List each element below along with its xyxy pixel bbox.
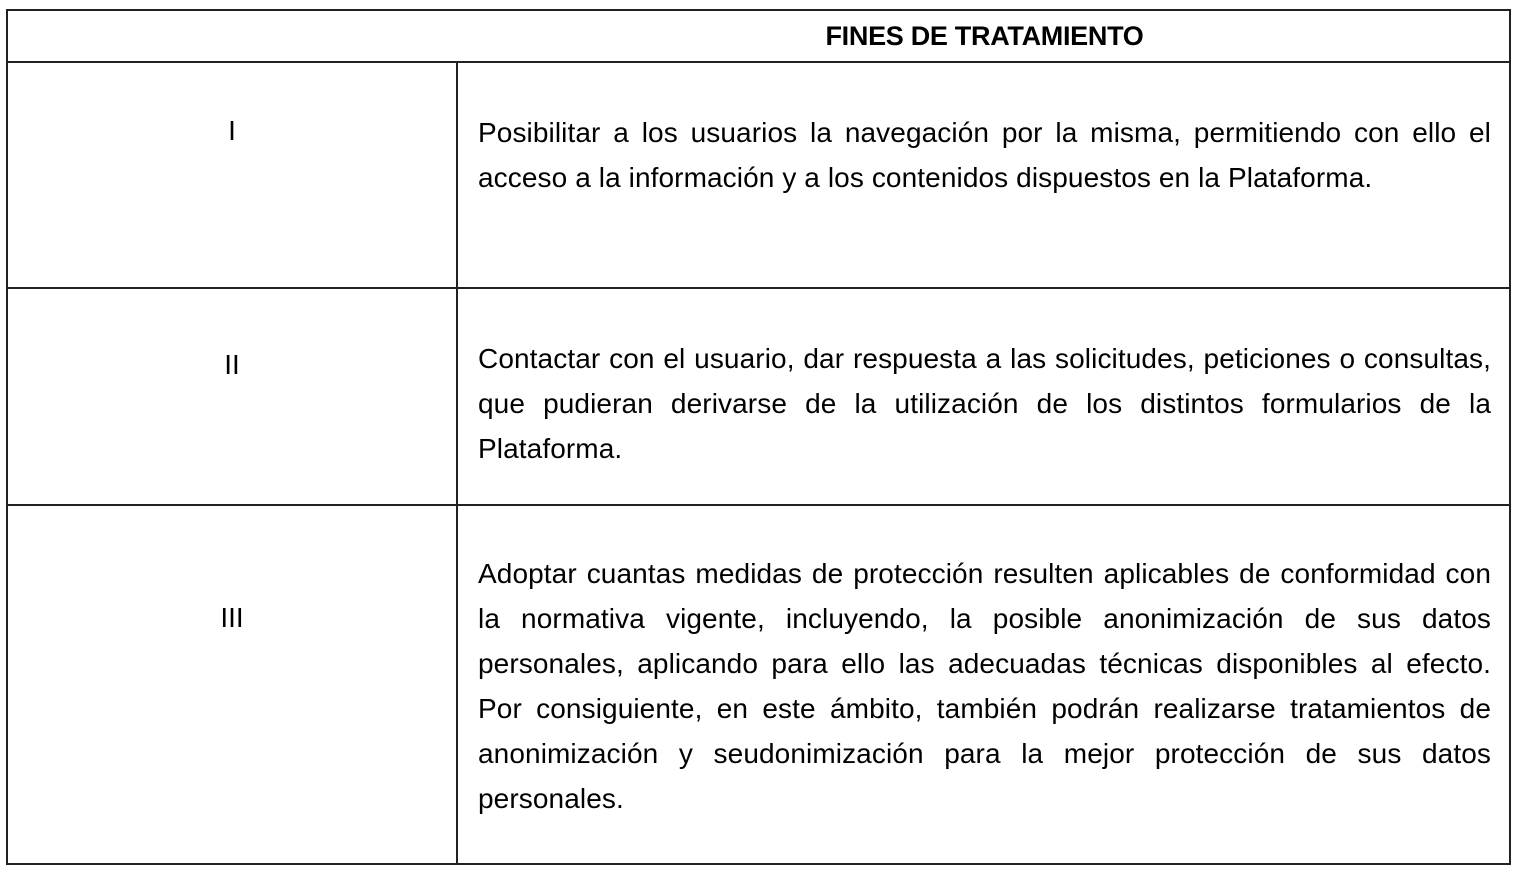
- row-number-cell: [8, 63, 458, 287]
- purposes-table: [6, 9, 1511, 865]
- row-number-cell: [8, 506, 458, 863]
- row-number-cell: [8, 289, 458, 504]
- row-description: Adoptar cuantas medidas de protección resulten aplicables de conformidad con la normativa vigente, incluyendo, la posible anonimización de sus datos personales, aplicando para ello las adecuadas técnicas disponibles al efecto. Por consiguiente, en este ámbito, también podrán realizarse tratamientos de anonimización y seudonimización para la mejor protección de sus datos personales.: [478, 558, 1491, 814]
- row-number: III: [220, 602, 244, 633]
- table-row: [8, 63, 1509, 289]
- table-header-title: FINES DE TRATAMIENTO: [825, 21, 1144, 51]
- row-description: Posibilitar a los usuarios la navegación por la misma, permitiendo con ello el acceso a la información y a los contenidos dispuestos en la Plataforma.: [478, 117, 1491, 193]
- row-number: II: [224, 349, 240, 380]
- table-row: [8, 506, 1509, 863]
- row-description: Contactar con el usuario, dar respuesta a las solicitudes, peticiones o consultas, que pudieran derivarse de la utilización de los distintos formularios de la Plataforma.: [478, 343, 1491, 464]
- table-row: [8, 289, 1509, 506]
- table-header: [8, 11, 1509, 63]
- row-number: I: [228, 115, 236, 146]
